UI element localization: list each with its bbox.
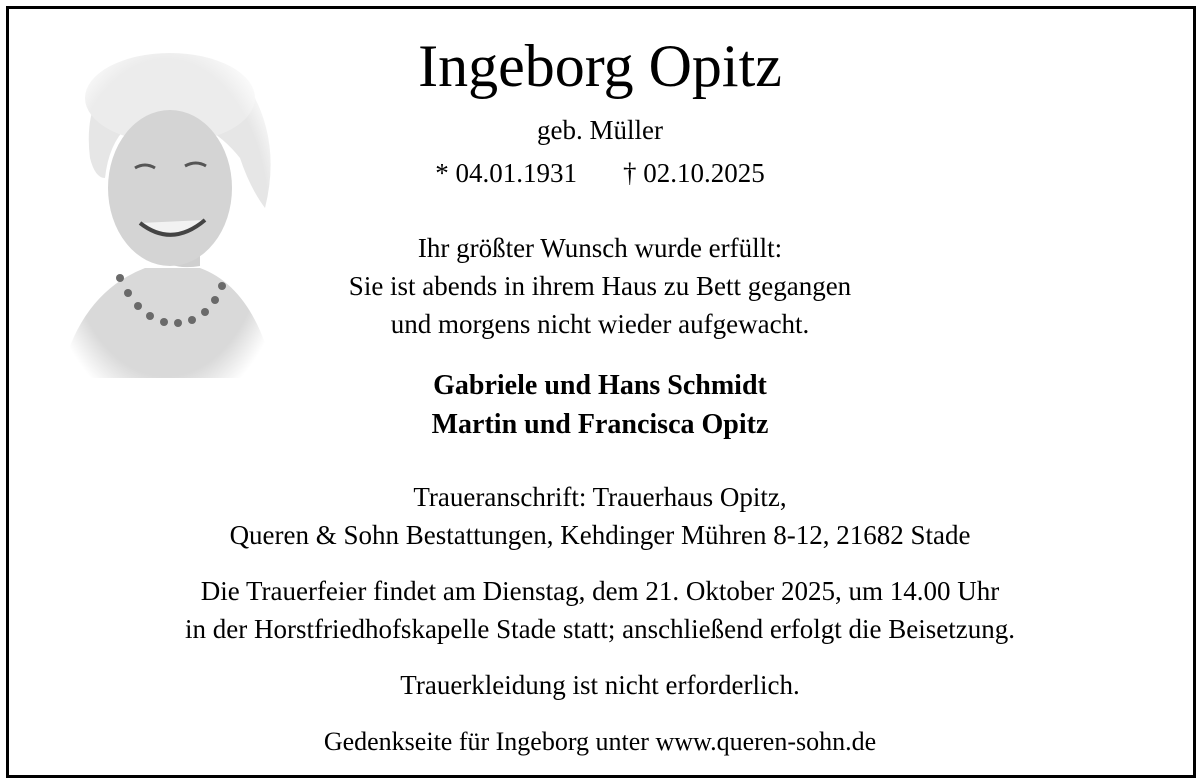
- family-line-2: Martin und Francisca Opitz: [431, 409, 769, 440]
- deceased-name: Ingeborg Opitz: [418, 33, 782, 99]
- family-line-1: Gabriele und Hans Schmidt: [433, 370, 767, 401]
- dress-note: Trauerkleidung ist nicht erforderlich.: [400, 670, 800, 700]
- verse-line-1: Ihr größter Wunsch wurde erfüllt:: [417, 233, 783, 263]
- verse-line-3: und morgens nicht wieder aufgewacht.: [390, 309, 810, 339]
- birth-name: geb. Müller: [537, 115, 663, 145]
- service-line-1: Die Trauerfeier findet am Dienstag, dem 21. Oktober 2025, um 14.00 Uhr: [200, 576, 1000, 606]
- life-dates: [0, 157, 1200, 189]
- death-date: † 02.10.2025: [623, 158, 765, 188]
- address-line-2: Queren & Sohn Bestattungen, Kehdinger Mühren 8-12, 21682 Stade: [229, 520, 971, 550]
- address-line-1: Traueranschrift: Trauerhaus Opitz,: [413, 482, 787, 512]
- memorial-page: Gedenkseite für Ingeborg unter www.queren-sohn.de: [323, 727, 877, 756]
- birth-date: * 04.01.1931: [435, 158, 577, 188]
- verse-line-2: Sie ist abends in ihrem Haus zu Bett gegangen: [348, 271, 852, 301]
- service-line-2: in der Horstfriedhofskapelle Stade statt; anschließend erfolgt die Beisetzung.: [185, 614, 1015, 644]
